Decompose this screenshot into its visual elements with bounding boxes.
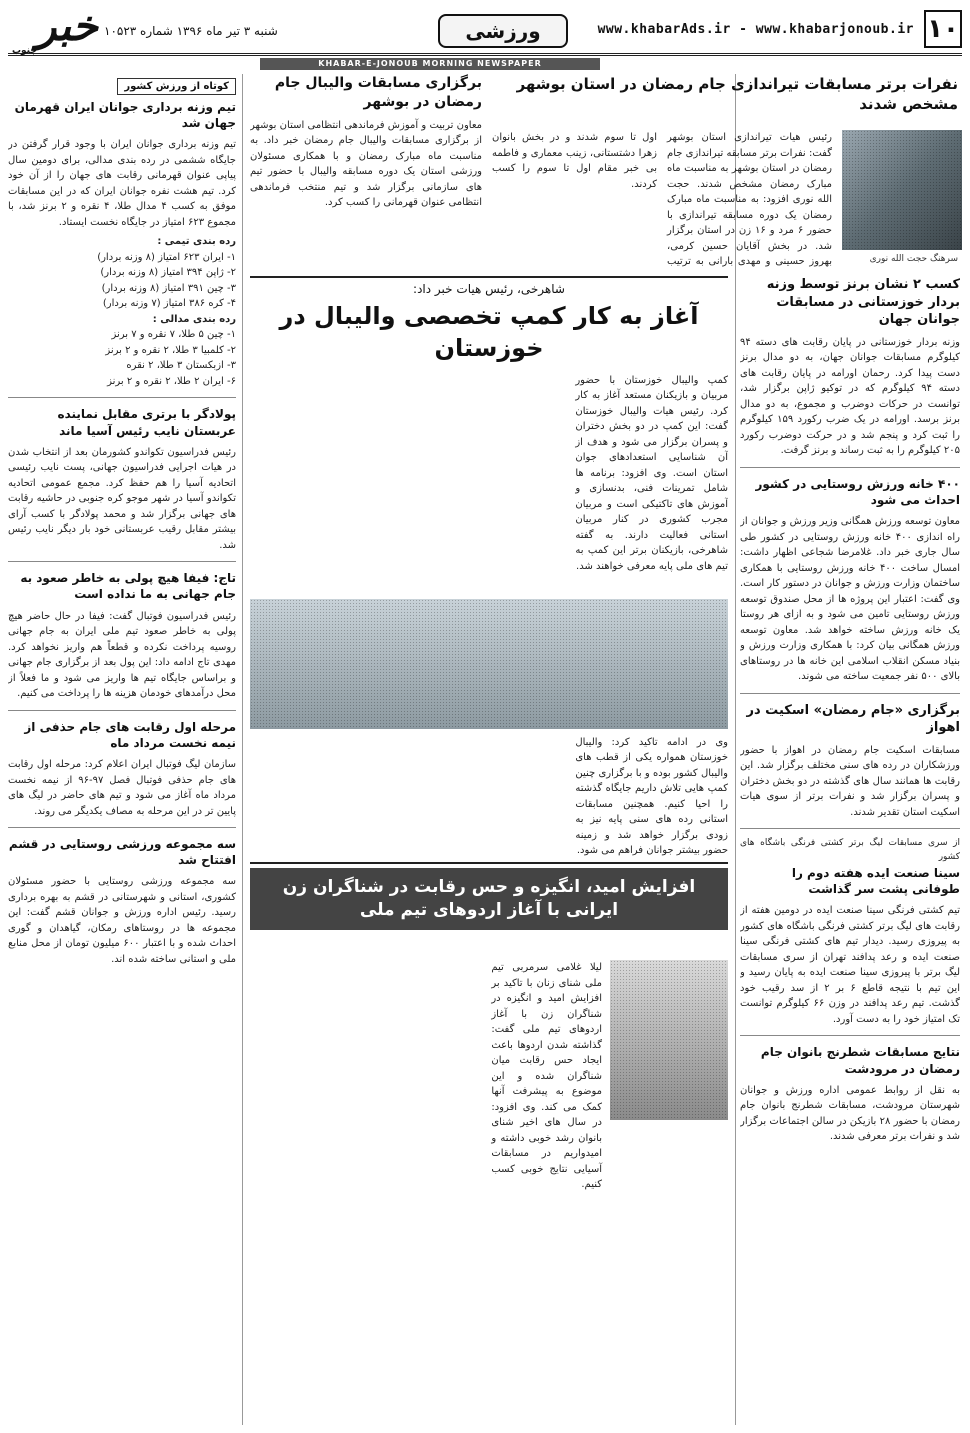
article-kicker: شاهرخی، رئیس هیات خبر داد:: [413, 282, 565, 296]
article-headline: آغاز به کار کمپ تخصصی والیبال در خوزستان: [279, 302, 699, 363]
section-kicker: کوتاه از ورزش کشور: [117, 78, 236, 95]
team-photo: [250, 599, 728, 729]
volleyball-ramadan-article: [250, 74, 482, 270]
ranking-item: ۲- ژاپن ۳۹۴ امتیاز (۸ وزنه بردار): [100, 267, 236, 279]
ranking-item: ۱- ایران ۶۲۳ امتیاز (۸ وزنه بردار): [97, 251, 236, 263]
medals-title: رده بندی مدالی :: [152, 313, 236, 325]
article-headline: کسب ۲ نشان برنز توسط وزنه بردار خوزستانی در مسابقات جوانان جهان: [766, 277, 960, 328]
article-headline: برگزاری «جام رمضان» اسکیت در اهواز: [746, 702, 960, 736]
medal-item: ۳- ازبکستان ۳ طلا، ۲ نقره: [126, 360, 236, 372]
logo-subtext: جنوب: [12, 46, 37, 56]
article-body: رئیس فدراسیون تکواندو کشورمان بعد از انتخاب شدن در هیات اجرایی فدراسیون جهانی، پست نایب رئیسی اتحادیه آسیا را هم حفظ کرد. مجمع عمومی اتحادیه تکواندو آسیا در شهر موجو کره جنوبی در حاشیه رقابت های جهانی برگزار شد و محمد پولادگر با کسب آرای بیشتر مقابل رقیب عربستانی خود بار دیگر نایب رئیس شد.: [8, 446, 236, 551]
english-subtitle: KHABAR-E-JONOUB MORNING NEWSPAPER: [260, 58, 600, 70]
article-body: سه مجموعه ورزشی روستایی با حضور مسئولان کشوری، استانی و شهرستانی در قشم به بهره برداری رسید. رئیس اداره ورزش و جوانان قشم گفت: این مجموعه ها در روستاهای رمکان، گیاهدان و گوری احداث شده و با اعتبار ۶۰۰ میلیون تومان از محل منابع ملی و استانی ساخته شده اند.: [8, 876, 236, 965]
article-body: سازمان لیگ فوتبال ایران اعلام کرد: مرحله اول رقابت های جام حذفی فوتبال فصل ۹۷-۹۶ از نیمه نخست مرداد ماه آغاز می شود و تیم های حاضر در لیگ های پایین تر در این مرحله به مصاف یکدیگر می روند.: [8, 759, 236, 817]
article-headline: مرحله اول رقابت های جام حذفی از نیمه نخست مرداد ماه: [24, 719, 236, 750]
article-kicker: از سری مسابقات لیگ برتر کشتی فرنگی باشگاه های کشور: [740, 838, 960, 863]
article-body: لیلا غلامی سرمربی تیم ملی شنای زنان با تاکید بر افزایش امید و انگیزه در شناگران زن با آغاز اردوهای تیم ملی گفت: گذاشته شدن اردوها باعث ایجاد حس رقابت میان شناگران شده و این موضوع به پیشرفت آنها کمک می کند. وی افزود: در سال های اخیر شنای بانوان رشد خوبی داشته و امیدواریم در مسابقات آسیایی نتایج خوبی کسب کنیم.: [491, 962, 602, 1190]
section-title: ورزشی: [438, 14, 568, 48]
newspaper-logo: [8, 1, 98, 56]
issue-date: شنبه ۳ تیر ماه ۱۳۹۶ شماره ۱۰۵۲۳: [104, 24, 278, 38]
coach-portrait: [610, 960, 728, 1120]
logo-text: خبر: [36, 1, 98, 50]
article-headline: پولادگر با برتری مقابل نماینده عربستان نایب رئیس آسیا ماند: [57, 407, 236, 438]
article-headline: تیم وزنه برداری جوانان ایران قهرمان جهان شد: [14, 100, 236, 131]
article-body: معاون توسعه ورزش همگانی وزیر ورزش و جوانان از راه اندازی ۴۰۰ خانه ورزش روستایی در کشور طی سال جاری خبر داد. غلامرضا شجاعی اظهار داشت: امسال ساخت ۴۰۰ خانه ورزش روستایی با همکاری ساختمان وزارت ورزش و جوانان در دستور کار است. وی گفت: اعتبار این پروژه ها از محل صندوق توسعه ورزش روستایی تامین می شود و به ازای هر روستا یک خانه ورزش ساخته خواهد شد. معاون توسعه ورزش همگانی بیان کرد: با همکاری وزارت ورزش و بنیاد مسکن انقلاب اسلامی این خانه ها در روستاهای بالای ۵۰۰ نفر جمعیت ساخته می شوند.: [740, 516, 960, 683]
page-number: ۱۰: [924, 10, 962, 48]
right-column: [740, 276, 960, 1426]
column-divider: [735, 74, 736, 1425]
headline-box: [250, 868, 728, 930]
article-body: کمپ والیبال خوزستان با حضور مربیان و بازیکنان مستعد آغاز به کار کرد. رئیس هیات والیبال خوزستان گفت: این کمپ در دو بخش دختران و پسران برگزار می شود و هدف از آن شناسایی استعدادهای جوان استان است. وی افزود: برنامه ها شامل تمرینات فنی، بدنسازی و آموزش های تاکتیکی است و مربیان مجرب کشوری در کنار مربیان استانی فعالیت دارند. به گفته شاهرخی، بازیکنان برتر این کمپ به تیم های ملی پایه معرفی خواهند شد.: [575, 374, 728, 572]
medal-item: ۲- کلمبیا ۳ طلا، ۲ نقره و ۲ برنز: [105, 344, 236, 356]
article-body: وی در ادامه تاکید کرد: والیبال خوزستان همواره یکی از قطب های والیبال کشور بوده و با برگزاری چنین کمپ هایی تلاش داریم جایگاه گذشته را احیا کنیم. همچنین مسابقات استانی رده های سنی پایه نیز به زودی برگزار خواهد شد و زمینه حضور بیشتر جوانان فراهم می شود.: [575, 736, 728, 856]
women-swimming-article: [250, 862, 728, 1424]
photo-caption: سرهنگ حجت الله نوری: [869, 254, 958, 264]
volleyball-camp-article: [250, 276, 728, 856]
article-headline: سه مجموعه ورزشی روستایی در قشم افتتاح شد: [8, 837, 236, 868]
article-body: تیم کشتی فرنگی سینا صنعت ایده در دومین هفته از رقابت های لیگ برتر کشتی فرنگی باشگاه های کشور به پیروزی رسید. دیدار تیم های کشتی فرنگی سینا صنعت ایده و رعد پدافند تهران از سری مسابقات لیگ برتر با پیروزی سینا صنعت ایده به پایان رسید و این تیم با نتیجه قاطع ۶ بر ۲ از سد رقیب خود گذشت. تیم رعد پدافند در وزن ۶۶ کیلوگرم توانست تک امتیاز خود را به دست آورد.: [740, 905, 960, 1025]
article-body: وزنه بردار خوزستانی در پایان رقابت های دسته ۹۴ کیلوگرم مسابقات جوانان جهان، به دو مدال برنز دست پیدا کرد. رحمان اورامه در پایان رقابت های دسته ۹۴ کیلوگرم که در توکیو ژاپن برگزار شد، توانست در حرکات دوضرب و مجموع، به دو مدال برنز برسد. اورامه در یک ضرب رکورد ۱۵۹ کیلوگرم را ثبت کرد و پنجم شد و در حرکت دوضرب رکورد ۲۰۵ کیلوگرم را به ثبت رساند و برنز گرفت.: [740, 336, 960, 457]
article-headline: برگزاری مسابقات والیبال جام رمضان در بوشهر: [274, 75, 482, 110]
ranking-item: ۴- کره ۳۸۶ امتیاز (۷ وزنه بردار): [102, 298, 236, 310]
shooter-photo: [842, 130, 962, 250]
ranking-title: رده بندی تیمی :: [157, 236, 236, 248]
article-headline: نفرات برتر مسابقات تیراندازی جام رمضان در استان بوشهر مشخص شدند: [516, 75, 958, 114]
column-divider: [242, 74, 243, 1425]
article-body: تیم وزنه برداری جوانان ایران با وجود قرار گرفتن در جایگاه ششمی در رده بندی مدالی، برای دومین سال پیاپی عنوان قهرمانی رقابت های جهان را از آن خود کرد. تیم هشت نفره جوانان ایران که در این مسابقات موفق به کسب ۴ مدال طلا، ۴ نقره و ۲ برنز شد، با مجموع ۶۲۳ امتیاز در جایگاه نخست ایستاد.: [8, 139, 236, 228]
medal-item: ۶- ایران ۲ طلا، ۲ نقره و ۲ برنز: [107, 375, 236, 387]
masthead: [8, 1, 962, 56]
article-headline: سینا صنعت ایده هفته دوم را طوفانی پشت سر گذاشت: [791, 865, 960, 897]
website-urls[interactable]: www.khabarAds.ir - www.khabarjonoub.ir: [597, 22, 914, 37]
article-body: معاون تربیت و آموزش فرماندهی انتظامی استان بوشهر از برگزاری مسابقات والیبال جام رمضان خبر داد. به مناسبت ماه مبارک رمضان و با همکاری مسئولان ورزشی استان یک دوره مسابقه والیبال با حضور تیم های سازمانی برگزار شد و تیم منتخب فرماندهی انتظامی عنوان قهرمانی را کسب کرد.: [250, 119, 482, 209]
medal-item: ۱- چین ۵ طلا، ۷ نقره و ۷ برنز: [111, 329, 236, 341]
article-headline: نتایج مسابقات شطرنج بانوان جام رمضان در مرودشت: [760, 1045, 960, 1076]
article-body: به نقل از روابط عمومی اداره ورزش و جوانان شهرستان مرودشت، مسابقات شطرنج بانوان جام رمضان با حضور ۲۸ بازیکن در سالن اجتماعات برگزار شد و نفرات برتر معرفی شدند.: [740, 1084, 960, 1143]
shooting-article: [490, 74, 962, 270]
article-body: رئیس هیات تیراندازی استان بوشهر گفت: نفرات برتر مسابقه تیراندازی جام رمضان در استان بوشهر به مناسبت ماه مبارک رمضان مشخص شدند. حجت الله نوری افزود: به مناسبت ماه مبارک رمضان یک دوره مسابقه تیراندازی با حضور ۶ مرد و ۱۶ زن در استان برگزار شد. در بخش آقایان حسین کرمی، بهروز حسینی و مهدی بارانی به ترتیب اول تا سوم شدند و در بخش بانوان زهرا دشتستانی، زینب معماری و فاطمه بی خبر مقام اول تا سوم را کسب کردند.: [492, 132, 832, 267]
article-headline: افزایش امید، انگیزه و حس رقابت در شناگران زن ایرانی با آغاز اردوهای تیم ملی: [282, 877, 696, 920]
article-headline: ۴۰۰ خانه ورزش روستایی در کشور احداث می شود: [755, 476, 960, 507]
article-body: رئیس فدراسیون فوتبال گفت: فیفا در حال حاضر هیچ پولی به خاطر صعود تیم ملی ایران به جام جهانی روسیه پرداخت نکرده و قطعاً هم واریز نخواهد کرد. مهدی تاج ادامه داد: این پول بعد از برگزاری جام جهانی و براساس جایگاه تیم ها واریز می شود و ما فعلاً از محل درآمدهای خودمان هزینه ها را پرداخت می کنیم.: [8, 610, 236, 700]
article-headline: تاج: فیفا هیچ پولی به خاطر صعود به جام جهانی به ما نداده است: [20, 571, 236, 602]
left-column: [8, 74, 236, 1424]
ranking-item: ۳- چین ۳۹۱ امتیاز (۸ وزنه بردار): [101, 282, 236, 294]
article-body: مسابقات اسکیت جام رمضان در اهواز با حضور ورزشکاران در رده های سنی مختلف برگزار شد. این رقابت ها همانند سال های گذشته در دو بخش دختران و پسران برگزار شد و نفرات برتر از سوی هیات اسکیت استان تقدیر شدند.: [740, 744, 960, 818]
